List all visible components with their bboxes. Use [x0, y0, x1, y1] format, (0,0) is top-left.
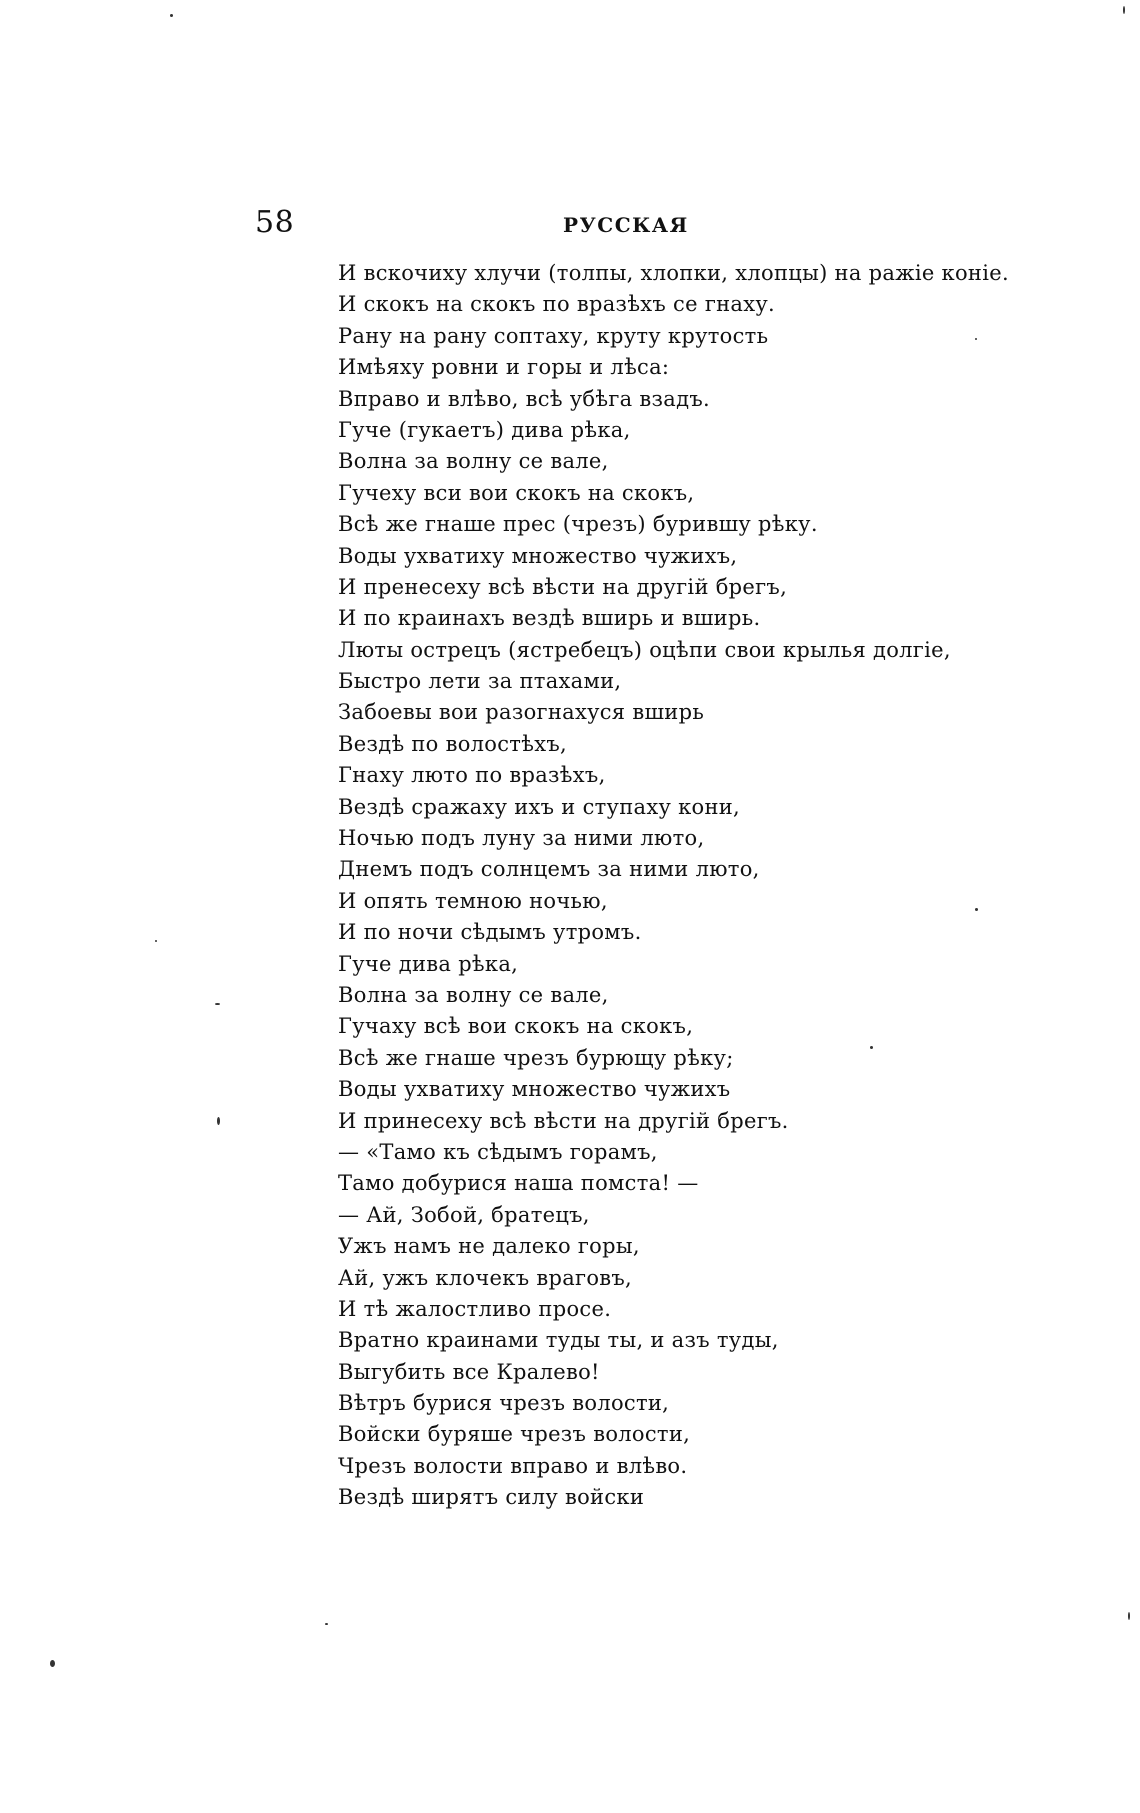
- poem-line: И по краинахъ вездѣ вширь и вширь.: [338, 606, 761, 631]
- scan-speck: [325, 1623, 328, 1625]
- scan-speck: [975, 338, 977, 340]
- poem-line: Вратно краинами туды ты, и азъ туды,: [338, 1328, 779, 1353]
- poem-line: Волна за волну се вале,: [338, 449, 609, 474]
- poem-line: Ночью подъ луну за ними люто,: [338, 826, 705, 851]
- poem-line: Ужъ намъ не далеко горы,: [338, 1234, 640, 1259]
- scan-speck: [870, 1046, 873, 1049]
- poem-line: И по ночи сѣдымъ утромъ.: [338, 920, 642, 945]
- poem-line: Гучеху вси вои скокъ на скокъ,: [338, 480, 695, 505]
- poem-line: Люты острецъ (ястребецъ) оцѣпи свои крылья долгіе,: [338, 637, 951, 662]
- poem-line: Тамо добурися наша помста! —: [338, 1171, 699, 1196]
- poem-line: Забоевы вои разогнахуся вширь: [338, 700, 705, 725]
- poem-line: Гучаху всѣ вои скокъ на скокъ,: [338, 1014, 694, 1039]
- poem-line: Волна за волну се вале,: [338, 982, 609, 1007]
- poem-line: Вправо и влѣво, всѣ убѣга взадъ.: [338, 386, 710, 411]
- poem-line: Вѣтръ бурися чрезъ волости,: [338, 1391, 670, 1416]
- scan-speck: [975, 908, 978, 911]
- poem-line: Днемъ подъ солнцемъ за ними люто,: [338, 857, 760, 882]
- poem-line: Рану на рану соптаху, круту крутость: [338, 323, 769, 348]
- poem-line: Воды ухватиху множество чужихъ: [338, 1077, 731, 1102]
- poem-text: [338, 258, 1078, 1514]
- poem-line: Ай, ужъ клочекъ враговъ,: [338, 1265, 633, 1290]
- running-head: РУССКАЯ: [563, 213, 689, 237]
- poem-line: Гуче (гукаетъ) дива рѣка,: [338, 417, 631, 442]
- poem-line: Вездѣ по волостѣхъ,: [338, 731, 567, 756]
- poem-line: И опять темною ночью,: [338, 888, 608, 913]
- poem-line: Войски буряше чрезъ волости,: [338, 1422, 691, 1447]
- poem-line: Гуче дива рѣка,: [338, 951, 519, 976]
- poem-line: И пренесеху всѣ вѣсти на другій брегъ,: [338, 574, 788, 599]
- poem-line: — Ай, Зобой, братецъ,: [338, 1202, 590, 1227]
- poem-line: Вездѣ сражаху ихъ и ступаху кони,: [338, 794, 741, 819]
- poem-line: Выгубить все Кралево!: [338, 1359, 600, 1384]
- scan-speck: [170, 14, 173, 17]
- scan-speck: [217, 1117, 220, 1125]
- poem-line: И вскочиху хлучи (толпы, хлопки, хлопцы) на ражіе коніе.: [338, 261, 1009, 285]
- poem-line: Всѣ же гнаше прес (чрезъ) бурившу рѣку.: [338, 512, 818, 537]
- scan-speck: [1123, 6, 1125, 14]
- scan-speck: [155, 940, 157, 942]
- poem-line: — «Тамо къ сѣдымъ горамъ,: [338, 1139, 658, 1164]
- poem-line: И принесеху всѣ вѣсти на другій брегъ.: [338, 1108, 789, 1133]
- page-number: 58: [255, 205, 295, 240]
- poem-line: Чрезъ волости вправо и влѣво.: [338, 1453, 688, 1478]
- poem-line: И скокъ на скокъ по вразѣхъ се гнаху.: [338, 292, 776, 317]
- poem-line: Воды ухватиху множество чужихъ,: [338, 543, 738, 568]
- poem-line: Быстро лети за птахами,: [338, 669, 622, 694]
- poem-line: Имѣяху ровни и горы и лѣса:: [338, 355, 670, 380]
- poem-line: Всѣ же гнаше чрезъ бурющу рѣку;: [338, 1045, 734, 1070]
- scan-speck: [215, 1003, 220, 1005]
- poem-line: И тѣ жалостливо просе.: [338, 1296, 612, 1321]
- scan-speck: [1128, 1612, 1130, 1620]
- poem-line: Гнаху люто по вразѣхъ,: [338, 763, 606, 788]
- scan-speck: [50, 1660, 55, 1667]
- poem-line: Вездѣ ширятъ силу войски: [338, 1485, 645, 1510]
